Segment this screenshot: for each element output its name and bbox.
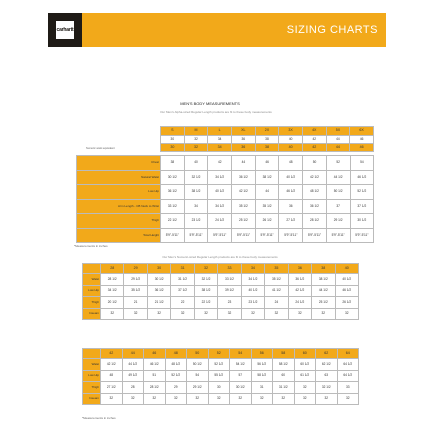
table-cell: 30 1/2 xyxy=(230,382,252,394)
table-cell: 42 xyxy=(208,156,232,171)
table-cell: 61 1/2 xyxy=(294,370,316,382)
table-cell: 35 1/2 xyxy=(255,199,279,214)
table-cell: 32 xyxy=(335,308,358,320)
size-label: S xyxy=(161,127,185,136)
table-cell: 60 1/2 xyxy=(294,359,316,371)
table-cell: 38 1/2 xyxy=(312,274,335,286)
mens-size-header xyxy=(160,126,374,152)
table-cell: 23 xyxy=(218,297,241,309)
table-cell: 32 xyxy=(294,382,316,394)
table-cell: 27 1/2 xyxy=(101,382,123,394)
table-cell: 24 xyxy=(265,297,288,309)
row-label: Total Height xyxy=(77,228,161,243)
row-label: Thigh xyxy=(83,382,101,394)
table-cell: 5'9"-5'11" xyxy=(208,228,232,243)
table-cell: 54 1/2 xyxy=(230,359,252,371)
size-label: 54 xyxy=(230,349,252,359)
waist-equiv-cell: 38 xyxy=(255,136,279,144)
table-cell: 32 xyxy=(194,308,217,320)
table-row xyxy=(83,274,359,286)
mens-section-title: MEN'S BODY MEASUREMENTS xyxy=(180,101,240,106)
header-banner xyxy=(48,13,386,47)
row-label: Inseam xyxy=(83,308,101,320)
size-label: 44 xyxy=(122,349,144,359)
size-label: 29 xyxy=(124,264,147,274)
table-cell: 40 xyxy=(184,156,208,171)
table-cell: 44 xyxy=(255,185,279,200)
table-cell: 46 xyxy=(255,156,279,171)
size-label: 36 xyxy=(288,264,311,274)
table-cell: 24 1/2 xyxy=(288,297,311,309)
table-cell: 30 1/2 xyxy=(350,214,374,229)
table-cell: 32 xyxy=(273,393,295,405)
mens-section-subtitle: Our Men's Alpha-sized Regular Length products are fit to these body measurements xyxy=(160,110,272,114)
logo-mark xyxy=(56,21,74,39)
table-cell: 25 1/2 xyxy=(232,214,256,229)
size-label: 46 xyxy=(144,349,166,359)
table-cell: 31 1/2 xyxy=(171,274,194,286)
size-label: 60 xyxy=(294,349,316,359)
table-cell: 21 1/2 xyxy=(147,297,170,309)
table-cell: 29 1/2 xyxy=(326,214,350,229)
waist-equiv-cell: 32 xyxy=(184,144,208,152)
table-cell: 64 1/2 xyxy=(337,370,359,382)
table-cell: 32 xyxy=(101,308,124,320)
waist-equiv-cell: 42 xyxy=(302,144,326,152)
page-title: SIZING CHARTS xyxy=(286,24,378,36)
table-cell: 32 xyxy=(208,393,230,405)
size-label: 48 xyxy=(165,349,187,359)
table-cell: 48 xyxy=(279,156,303,171)
size-label: 6X xyxy=(350,127,374,136)
waist-equiv-cell: 40 xyxy=(279,136,303,144)
table-cell: 34 1/2 xyxy=(208,170,232,185)
table-cell: 32 xyxy=(218,308,241,320)
waist-equiv-cell: 36 xyxy=(231,136,255,144)
size-label: 34 xyxy=(241,264,264,274)
size-label: 3X xyxy=(279,127,303,136)
table-cell: 5'9"-5'11" xyxy=(303,228,327,243)
table-cell: 32 xyxy=(101,393,123,405)
waist-equiv-cell: 38 xyxy=(255,144,279,152)
table-row xyxy=(83,285,359,297)
table-cell: 34 1/2 xyxy=(101,285,124,297)
table-cell: 46 1/2 xyxy=(144,359,166,371)
table-cell: 40 1/2 xyxy=(279,170,303,185)
logo-text: carhartt xyxy=(56,27,74,33)
size-label: 33 xyxy=(218,264,241,274)
table-cell: 32 xyxy=(165,393,187,405)
size-row xyxy=(161,127,374,136)
table-row xyxy=(77,156,374,171)
waist-equiv-cell: 44 xyxy=(326,144,350,152)
table-cell: 36 1/2 xyxy=(303,199,327,214)
table-cell: 5'9"-5'11" xyxy=(161,228,185,243)
table-cell: 37 xyxy=(326,199,350,214)
waist-equiv-row xyxy=(161,136,374,144)
table-cell: 23 1/2 xyxy=(241,297,264,309)
size-row xyxy=(83,264,359,274)
table-cell: 39 1/2 xyxy=(218,285,241,297)
table-cell: 46 1/2 xyxy=(350,170,374,185)
waist-equiv-cell: 44 xyxy=(326,136,350,144)
table-row xyxy=(77,214,374,229)
table-cell: 48 1/2 xyxy=(165,359,187,371)
table-row xyxy=(83,370,359,382)
mens-footnote: *Measurements in inches xyxy=(74,244,108,248)
size-row xyxy=(83,349,359,359)
size-label: 62 xyxy=(316,349,338,359)
waist-equiv-cell: 46 xyxy=(350,136,374,144)
table-cell: 52 xyxy=(326,156,350,171)
size-label: 35 xyxy=(265,264,288,274)
size-label: 64 xyxy=(337,349,359,359)
table-cell: 54 xyxy=(350,156,374,171)
table-cell: 44 1/2 xyxy=(312,285,335,297)
table-cell: 62 1/2 xyxy=(316,359,338,371)
table-row xyxy=(77,228,374,243)
table-cell: 26 1/2 xyxy=(335,297,358,309)
brand-logo[interactable] xyxy=(48,13,82,47)
table-cell: 44 1/2 xyxy=(326,170,350,185)
table-cell: 28 xyxy=(122,382,144,394)
table-cell: 33 1/2 xyxy=(218,274,241,286)
table-cell: 35 1/2 xyxy=(232,199,256,214)
table-cell: 29 1/2 xyxy=(187,382,209,394)
table-cell: 21 xyxy=(124,297,147,309)
table-cell: 32 xyxy=(288,308,311,320)
table-row xyxy=(83,359,359,371)
table-cell: 22 xyxy=(171,297,194,309)
table-cell: 50 1/2 xyxy=(326,185,350,200)
table-cell: 5'9"-5'11" xyxy=(255,228,279,243)
waist-equiv-cell: 42 xyxy=(302,136,326,144)
size-label: 40 xyxy=(335,264,358,274)
size-label: 52 xyxy=(208,349,230,359)
row-label: Thigh xyxy=(77,214,161,229)
table-cell: 46 1/2 xyxy=(279,185,303,200)
table-cell: 40 1/2 xyxy=(241,285,264,297)
table-cell: 54 xyxy=(187,370,209,382)
table-cell: 32 xyxy=(122,393,144,405)
row-label: Waist xyxy=(83,359,101,371)
table-cell: 5'9"-5'11" xyxy=(326,228,350,243)
table-cell: 29 xyxy=(165,382,187,394)
table-cell: 34 1/2 xyxy=(208,199,232,214)
table-cell: 28 1/2 xyxy=(144,382,166,394)
size-label: 38 xyxy=(312,264,335,274)
size-label: XL xyxy=(231,127,255,136)
table-cell: 30 1/2 xyxy=(161,170,185,185)
table-cell: 38 xyxy=(161,156,185,171)
table-cell: 38 1/2 xyxy=(255,170,279,185)
corner-cell xyxy=(83,349,101,359)
waist-equiv-cell: 46 xyxy=(350,144,374,152)
table-cell: 32 xyxy=(124,308,147,320)
table-cell: 32 1/2 xyxy=(194,274,217,286)
table-cell: 25 1/2 xyxy=(312,297,335,309)
corner-cell xyxy=(83,264,101,274)
row-label: Thigh xyxy=(83,297,101,309)
numeric-waist-label: Numeric waist equivalent xyxy=(86,147,115,150)
table-cell: 26 1/2 xyxy=(255,214,279,229)
table-cell: 38 1/2 xyxy=(184,185,208,200)
waist-equiv-cell: 30 xyxy=(161,144,185,152)
size-label: 30 xyxy=(147,264,170,274)
table-cell: 32 1/2 xyxy=(184,170,208,185)
table-row xyxy=(77,185,374,200)
table-cell: 32 xyxy=(171,308,194,320)
table-cell: 32 xyxy=(230,393,252,405)
table-cell: 32 xyxy=(294,393,316,405)
table-cell: 34 xyxy=(184,199,208,214)
table-cell: 28 1/2 xyxy=(303,214,327,229)
table-cell: 27 1/2 xyxy=(279,214,303,229)
table-cell: 46 1/2 xyxy=(335,285,358,297)
table-cell: 42 1/2 xyxy=(232,185,256,200)
table-row xyxy=(83,382,359,394)
table-row xyxy=(77,170,374,185)
table-cell: 32 xyxy=(316,393,338,405)
table-cell: 38 1/2 xyxy=(194,285,217,297)
table-cell: 33 xyxy=(337,382,359,394)
numeric-table-small xyxy=(82,263,359,320)
table-cell: 30 xyxy=(208,382,230,394)
table-cell: 31 xyxy=(251,382,273,394)
numeric-table-large xyxy=(82,348,359,405)
table-cell: 5'9"-5'11" xyxy=(350,228,374,243)
table-cell: 36 1/2 xyxy=(232,170,256,185)
table-cell: 5'9"-5'11" xyxy=(232,228,256,243)
table-cell: 34 1/2 xyxy=(241,274,264,286)
table-cell: 55 1/2 xyxy=(208,370,230,382)
size-label: 42 xyxy=(101,349,123,359)
table-cell: 40 1/2 xyxy=(335,274,358,286)
table-cell: 36 1/2 xyxy=(161,185,185,200)
table-cell: 42 1/2 xyxy=(303,170,327,185)
row-label: Low Hip xyxy=(77,185,161,200)
size-label: 5X xyxy=(326,127,350,136)
table-cell: 22 1/2 xyxy=(194,297,217,309)
table-cell: 49 1/2 xyxy=(122,370,144,382)
table-cell: 32 xyxy=(144,393,166,405)
size-label: 32 xyxy=(194,264,217,274)
size-label: 4X xyxy=(302,127,326,136)
row-label: Arm Length - CB Neck to Wrist xyxy=(77,199,161,214)
size-label: 56 xyxy=(251,349,273,359)
size-label: 31 xyxy=(171,264,194,274)
table-cell: 50 xyxy=(303,156,327,171)
table-cell: 57 xyxy=(230,370,252,382)
row-label: Inseam xyxy=(83,393,101,405)
table-cell: 29 1/2 xyxy=(124,274,147,286)
table-cell: 24 1/2 xyxy=(208,214,232,229)
table-cell: 20 1/2 xyxy=(101,297,124,309)
table-row xyxy=(77,199,374,214)
table-cell: 35 1/2 xyxy=(124,285,147,297)
table-cell: 40 1/2 xyxy=(208,185,232,200)
table-cell: 32 xyxy=(147,308,170,320)
table-cell: 58 1/2 xyxy=(273,359,295,371)
waist-equiv-cell: 36 xyxy=(231,144,255,152)
table-cell: 32 1/2 xyxy=(316,382,338,394)
row-label: Chest xyxy=(77,156,161,171)
table-cell: 48 xyxy=(101,370,123,382)
numeric-section-subtitle: Our Men's Numeric-sized Regular Length products are fit to these body measurements xyxy=(162,255,278,259)
table-cell: 50 1/2 xyxy=(187,359,209,371)
waist-equiv-cell: 30 xyxy=(161,136,185,144)
numeric-footnote: *Measurements in inches xyxy=(82,416,116,420)
table-row xyxy=(83,393,359,405)
table-row xyxy=(83,297,359,309)
size-label: 58 xyxy=(273,349,295,359)
table-cell: 52 1/2 xyxy=(165,370,187,382)
table-cell: 42 1/2 xyxy=(288,285,311,297)
row-label: Natural Waist xyxy=(77,170,161,185)
row-label: Waist xyxy=(83,274,101,286)
table-cell: 35 1/2 xyxy=(265,274,288,286)
table-cell: 51 xyxy=(144,370,166,382)
size-label: 2X xyxy=(255,127,279,136)
table-cell: 30 1/2 xyxy=(147,274,170,286)
table-cell: 41 1/2 xyxy=(265,285,288,297)
table-cell: 44 xyxy=(232,156,256,171)
table-cell: 52 1/2 xyxy=(350,185,374,200)
table-cell: 28 1/2 xyxy=(101,274,124,286)
waist-equiv-cell: 32 xyxy=(184,136,208,144)
table-cell: 32 xyxy=(265,308,288,320)
size-label: M xyxy=(184,127,208,136)
table-cell: 22 1/2 xyxy=(161,214,185,229)
mens-measurements-table xyxy=(76,155,374,243)
table-cell: 36 1/2 xyxy=(147,285,170,297)
table-cell: 32 xyxy=(251,393,273,405)
table-cell: 36 xyxy=(279,199,303,214)
size-label: L xyxy=(208,127,232,136)
table-cell: 33 1/2 xyxy=(161,199,185,214)
table-cell: 32 xyxy=(337,393,359,405)
table-row xyxy=(83,308,359,320)
table-cell: 32 xyxy=(241,308,264,320)
waist-equiv-cell: 34 xyxy=(208,136,232,144)
table-cell: 5'9"-5'11" xyxy=(279,228,303,243)
table-cell: 36 1/2 xyxy=(288,274,311,286)
table-cell: 44 1/2 xyxy=(122,359,144,371)
table-cell: 37 1/2 xyxy=(350,199,374,214)
waist-equiv-cell: 40 xyxy=(279,144,303,152)
table-cell: 37 1/2 xyxy=(171,285,194,297)
table-cell: 48 1/2 xyxy=(303,185,327,200)
waist-equiv-row xyxy=(161,144,374,152)
row-label: Low Hip xyxy=(83,285,101,297)
row-label: Low Hip xyxy=(83,370,101,382)
waist-equiv-cell: 34 xyxy=(208,144,232,152)
table-cell: 52 1/2 xyxy=(208,359,230,371)
table-cell: 63 xyxy=(316,370,338,382)
table-cell: 56 1/2 xyxy=(251,359,273,371)
table-cell: 32 xyxy=(187,393,209,405)
table-cell: 64 1/2 xyxy=(337,359,359,371)
table-cell: 31 1/2 xyxy=(273,382,295,394)
table-cell: 42 1/2 xyxy=(101,359,123,371)
size-label: 28 xyxy=(101,264,124,274)
table-cell: 60 xyxy=(273,370,295,382)
table-cell: 58 1/2 xyxy=(251,370,273,382)
table-cell: 32 xyxy=(312,308,335,320)
table-cell: 5'9"-5'11" xyxy=(184,228,208,243)
table-cell: 23 1/2 xyxy=(184,214,208,229)
size-label: 50 xyxy=(187,349,209,359)
